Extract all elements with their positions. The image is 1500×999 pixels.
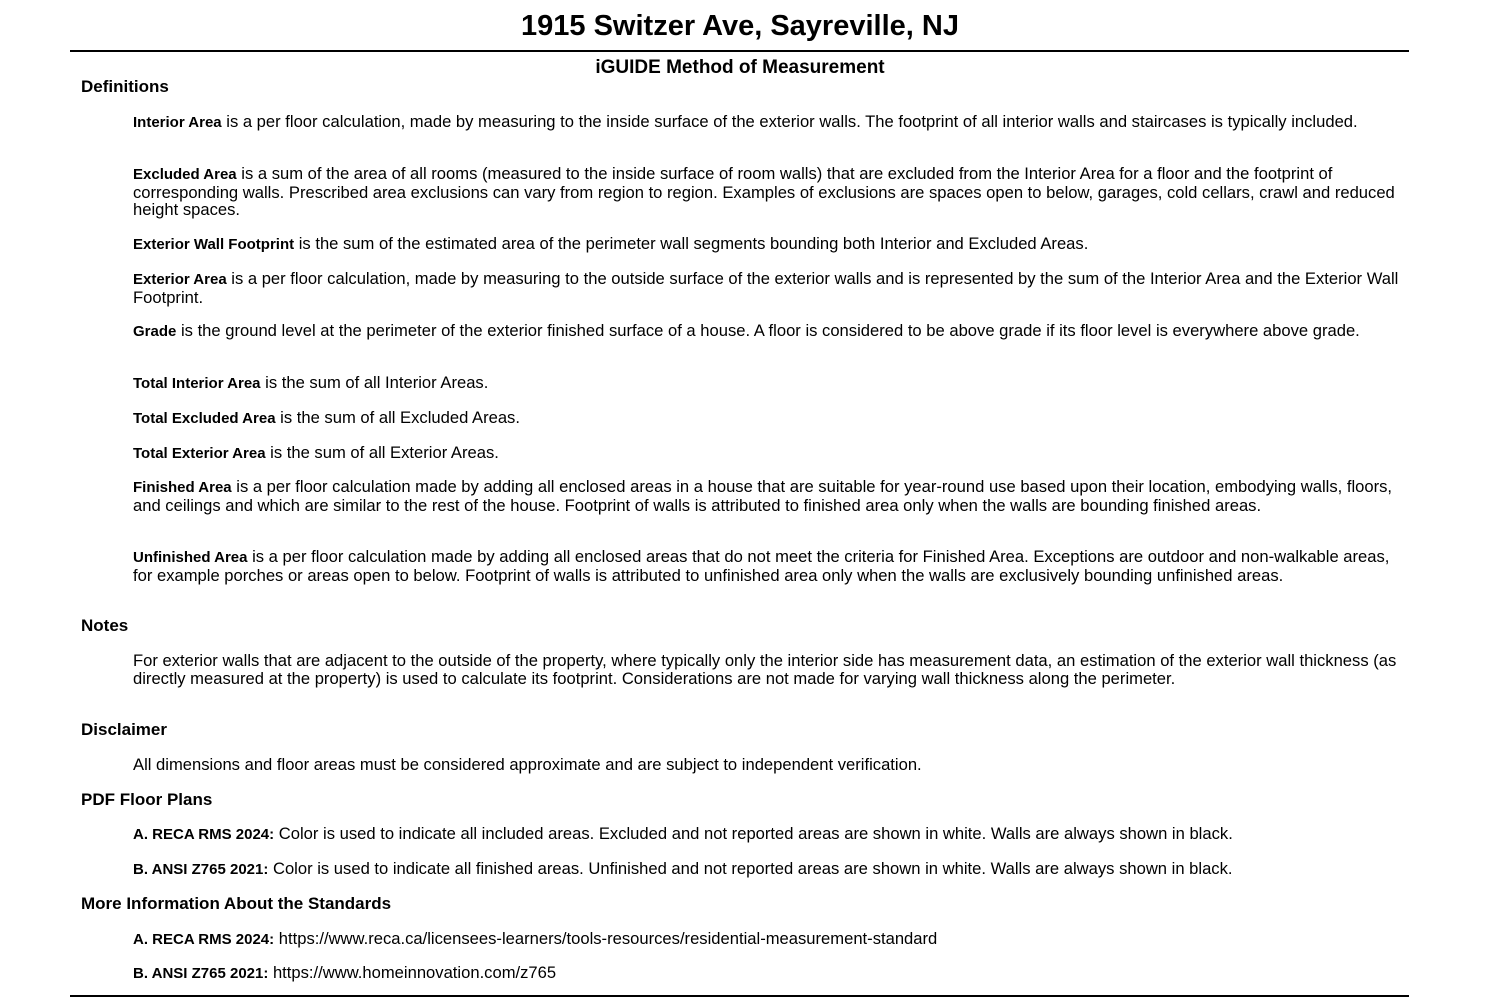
definitions-heading: Definitions: [81, 77, 169, 96]
definition-excluded-area: [133, 165, 1405, 219]
definition-term: Total Exterior Area: [133, 445, 266, 462]
method-subtitle: iGUIDE Method of Measurement: [595, 57, 885, 78]
disclaimer-heading: Disclaimer: [81, 720, 167, 739]
notes-heading: Notes: [81, 616, 129, 635]
more-info-ansi: [133, 964, 1405, 983]
more-info-reca: [133, 930, 1405, 949]
definition-text: is a per floor calculation made by adding all enclosed areas in a house that are suitable for year-round use based upon their location, embodying walls, floors, and ceilings and which are similar to the rest of the house. Footprint of walls is attributed to finished area only when the walls are bounding finished areas.: [133, 477, 1393, 515]
definition-text: is a per floor calculation, made by measuring to the outside surface of the exterior walls and is represented by the sum of the Interior Area and the Exterior Wall Footprint.: [133, 269, 1399, 307]
definition-term: Grade: [133, 323, 177, 340]
definition-term: Interior Area: [133, 114, 222, 131]
disclaimer-text: All dimensions and floor areas must be considered approximate and are subject to independent verification.: [133, 755, 922, 774]
definition-total-interior-area: [133, 374, 1405, 393]
more-info-heading: More Information About the Standards: [81, 894, 392, 913]
standard-term: B. ANSI Z765 2021:: [133, 861, 269, 878]
floor-plan-ansi: [133, 860, 1405, 879]
definition-term: Excluded Area: [133, 166, 237, 183]
definition-term: Finished Area: [133, 479, 232, 496]
standard-link[interactable]: https://www.reca.ca/licensees-learners/tools-resources/residential-measurement-standard: [274, 929, 938, 948]
standard-term: B. ANSI Z765 2021:: [133, 965, 269, 982]
definition-total-exterior-area: [133, 444, 1405, 463]
definition-text: is the sum of all Interior Areas.: [260, 373, 489, 392]
definition-text: is the sum of all Exterior Areas.: [265, 443, 499, 462]
standard-text: Color is used to indicate all finished areas. Unfinished and not reported areas are shown in white. Walls are always shown in black.: [268, 859, 1233, 878]
definition-exterior-area: [133, 270, 1405, 306]
top-divider: [70, 50, 1409, 52]
definition-text: is the ground level at the perimeter of the exterior finished surface of a house. A floor is considered to be above grade if its floor level is everywhere above grade.: [176, 321, 1360, 340]
definition-term: Total Interior Area: [133, 375, 261, 392]
floor-plan-reca: [133, 825, 1405, 844]
definition-text: is a per floor calculation made by adding all enclosed areas that do not meet the criteria for Finished Area. Exceptions are outdoor and non-walkable areas, for example porches or areas open to below. Footprint of walls is attributed to unfinished area only when the walls are exclusively bounding unfinished areas.: [133, 547, 1390, 585]
definition-term: Total Excluded Area: [133, 410, 276, 427]
definition-text: is a sum of the area of all rooms (measured to the inside surface of room walls) that are excluded from the Interior Area for a floor and the footprint of corresponding walls. Prescribed area exclusions can vary from region to region. Examples of exclusions are spaces open to below, garages, cold cellars, crawl and reduced height spaces.: [133, 164, 1395, 219]
definition-interior-area: [133, 113, 1405, 132]
standard-text: Color is used to indicate all included areas. Excluded and not reported areas are shown in white. Walls are always shown in black.: [274, 824, 1233, 843]
page-title: 1915 Switzer Ave, Sayreville, NJ: [521, 10, 959, 42]
standard-term: A. RECA RMS 2024:: [133, 826, 275, 843]
definition-total-excluded-area: [133, 409, 1405, 428]
standard-link[interactable]: https://www.homeinnovation.com/z765: [268, 963, 557, 982]
definition-text: is the sum of the estimated area of the perimeter wall segments bounding both Interior and Excluded Areas.: [294, 234, 1089, 253]
definition-term: Exterior Area: [133, 271, 227, 288]
definition-unfinished-area: [133, 548, 1405, 584]
standard-term: A. RECA RMS 2024:: [133, 931, 275, 948]
notes-text: For exterior walls that are adjacent to the outside of the property, where typically only the interior side has measurement data, an estimation of the exterior wall thickness (as directly measured at the property) is used to calculate its footprint. Considerations are not made for varying wall thickness along the perimeter.: [133, 651, 1397, 688]
definition-term: Exterior Wall Footprint: [133, 236, 295, 253]
definition-text: is the sum of all Excluded Areas.: [275, 408, 520, 427]
definition-text: is a per floor calculation, made by measuring to the inside surface of the exterior walls. The footprint of all interior walls and staircases is typically included.: [221, 112, 1358, 131]
definition-exterior-wall-footprint: [133, 235, 1405, 254]
pdf-floor-plans-heading: PDF Floor Plans: [81, 790, 213, 809]
definition-finished-area: [133, 478, 1405, 514]
bottom-divider: [70, 995, 1409, 997]
definition-grade: [133, 322, 1405, 341]
definition-term: Unfinished Area: [133, 549, 248, 566]
